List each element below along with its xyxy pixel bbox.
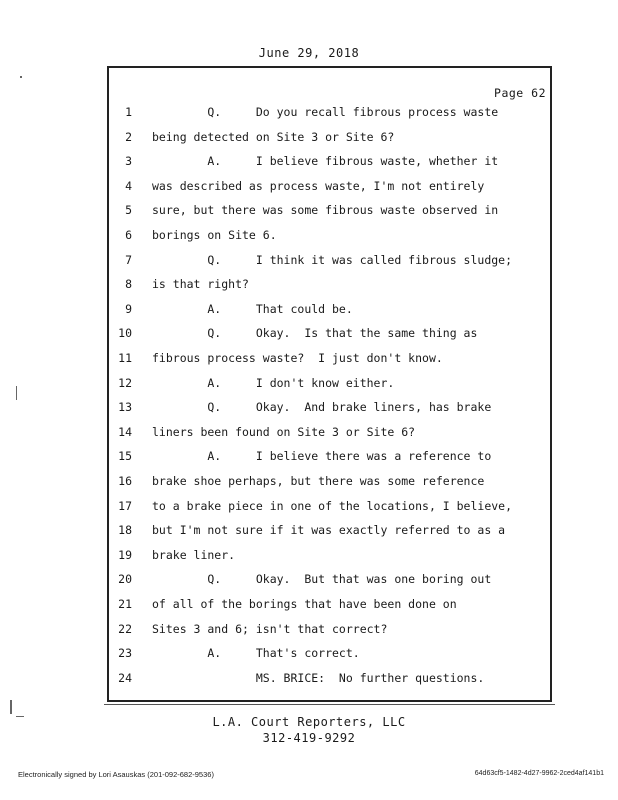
transcript-line [110, 299, 550, 319]
scan-speck [10, 700, 12, 714]
reporter-phone: 312-419-9292 [262, 731, 356, 745]
transcript-line [110, 373, 550, 393]
line-number: 6 [125, 228, 132, 242]
line-number: 19 [118, 547, 132, 562]
line-number: 2 [125, 129, 132, 144]
scan-speck [16, 386, 17, 400]
line-number: 12 [118, 375, 132, 390]
transcript-line [110, 348, 550, 368]
transcript-line [110, 496, 550, 516]
line-number: 3 [125, 154, 132, 169]
line-number: 4 [125, 178, 132, 193]
line-number: 9 [125, 301, 132, 316]
line-number: 1 [125, 105, 132, 119]
line-text: was described as process waste, I'm not entirely [152, 178, 485, 193]
transcript-line [110, 594, 550, 614]
transcript-line [110, 200, 550, 220]
transcript-line [110, 446, 550, 466]
line-number: 22 [118, 621, 132, 636]
line-number: 16 [118, 474, 132, 488]
line-number: 23 [118, 646, 132, 661]
line-text: Q. I think it was called fibrous sludge; [152, 252, 513, 267]
transcript-line [110, 151, 550, 171]
transcript-line [110, 520, 550, 540]
line-number: 17 [118, 498, 132, 513]
transcript-line [110, 545, 550, 565]
transcript-line [110, 127, 550, 147]
line-text: fibrous process waste? I just don't know. [152, 351, 443, 365]
line-number: 10 [118, 326, 132, 341]
line-number: 8 [125, 277, 132, 292]
transcript-line [110, 225, 550, 245]
electronic-signature-note: Electronically signed by Lori Asauskas (201-092-682-9536) [18, 770, 214, 779]
line-number: 20 [118, 572, 132, 587]
document-hash: 64d63cf5-1482-4d27-9962-2ced4af141b1 [474, 770, 604, 777]
page-number: Page 62 [494, 86, 546, 100]
line-text: of all of the borings that have been done on [152, 597, 457, 611]
line-text: brake shoe perhaps, but there was some reference [152, 474, 485, 488]
line-text: is that right? [152, 277, 249, 292]
line-number: 11 [118, 351, 132, 365]
line-text: Q. Okay. But that was one boring out [152, 572, 492, 587]
line-number: 24 [118, 670, 132, 685]
transcript-line [110, 397, 550, 417]
line-text: being detected on Site 3 or Site 6? [152, 129, 395, 144]
transcript-line [110, 102, 550, 122]
line-number: 7 [125, 252, 132, 267]
transcript-line [110, 643, 550, 663]
line-text: A. That could be. [152, 301, 353, 316]
line-text: Sites 3 and 6; isn't that correct? [152, 621, 388, 636]
line-text: A. That's correct. [152, 646, 360, 661]
line-text: sure, but there was some fibrous waste observed in [152, 203, 499, 218]
scan-speck [20, 76, 22, 78]
transcript-line [110, 471, 550, 491]
line-text: borings on Site 6. [152, 228, 277, 242]
line-text: brake liner. [152, 547, 236, 562]
line-number: 18 [118, 523, 132, 538]
line-text: Q. Okay. Is that the same thing as [152, 326, 478, 341]
transcript-line [110, 569, 550, 589]
transcript-line [110, 668, 550, 688]
line-number: 15 [118, 449, 132, 464]
line-text: A. I believe there was a reference to [152, 449, 492, 464]
reporter-company: L.A. Court Reporters, LLC [212, 715, 406, 729]
line-text: A. I don't know either. [152, 375, 395, 390]
transcript-line [110, 274, 550, 294]
line-text: to a brake piece in one of the locations, I believe, [152, 498, 513, 513]
line-number: 14 [118, 424, 132, 439]
line-number: 13 [118, 400, 132, 415]
line-text: liners been found on Site 3 or Site 6? [152, 424, 416, 439]
line-text: A. I believe fibrous waste, whether it [152, 154, 499, 169]
line-text: Q. Okay. And brake liners, has brake [152, 400, 492, 415]
line-text: but I'm not sure if it was exactly referred to as a [152, 523, 506, 538]
transcript-line [110, 176, 550, 196]
line-number: 21 [118, 597, 132, 611]
transcript-line [110, 323, 550, 343]
scan-speck [16, 716, 24, 717]
transcript-line [110, 422, 550, 442]
transcript-line [110, 250, 550, 270]
header-date: June 29, 2018 [258, 46, 360, 60]
frame-bottom-rule [104, 704, 555, 705]
line-text: MS. BRICE: No further questions. [152, 670, 485, 685]
line-text: Q. Do you recall fibrous process waste [152, 105, 499, 119]
line-number: 5 [125, 203, 132, 218]
transcript-line [110, 619, 550, 639]
